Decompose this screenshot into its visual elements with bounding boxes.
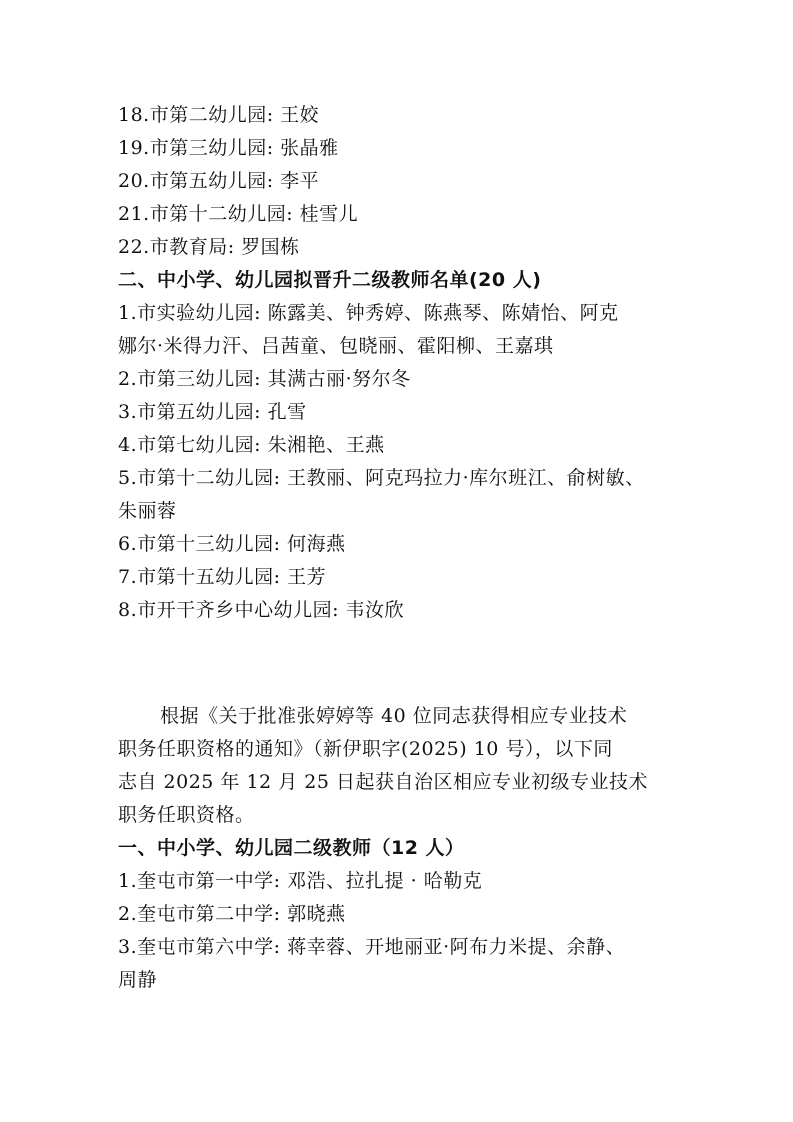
paragraph-line: 根据《关于批准张婷婷等 40 位同志获得相应专业技术	[160, 705, 628, 727]
section-heading: 二、中小学、幼儿园拟晋升二级教师名单(20 人)	[118, 269, 542, 291]
paragraph-line: 职务任职资格的通知》（新伊职字(2025) 10 号），以下同	[118, 738, 613, 760]
list-item: 4.市第七幼儿园: 朱湘艳、王燕	[118, 434, 385, 456]
list-item: 3.市第五幼儿园: 孔雪	[118, 401, 307, 423]
list-item: 21.市第十二幼儿园: 桂雪儿	[118, 203, 359, 225]
list-item: 20.市第五幼儿园: 李平	[118, 170, 320, 192]
list-item: 2.奎屯市第二中学: 郭晓燕	[118, 903, 346, 925]
list-item: 6.市第十三幼儿园: 何海燕	[118, 533, 346, 555]
list-item-continuation: 朱丽蓉	[118, 500, 177, 522]
list-item: 1.奎屯市第一中学: 邓浩、拉扎提 · 哈勒克	[118, 870, 483, 892]
paragraph-line: 职务任职资格。	[118, 804, 255, 826]
list-item: 3.奎屯市第六中学: 蒋幸蓉、开地丽亚·阿布力米提、余静、	[118, 936, 626, 958]
list-item: 2.市第三幼儿园: 其满古丽·努尔冬	[118, 368, 411, 390]
list-item: 18.市第二幼儿园: 王姣	[118, 104, 320, 126]
list-item-continuation: 周静	[118, 969, 158, 991]
list-item-continuation: 娜尔·米得力汗、吕茜童、包晓丽、霍阳柳、王嘉琪	[118, 335, 554, 357]
list-item: 19.市第三幼儿园: 张晶雅	[118, 137, 339, 159]
list-item: 7.市第十五幼儿园: 王芳	[118, 566, 327, 588]
list-item: 5.市第十二幼儿园: 王教丽、阿克玛拉力·库尔班江、俞树敏、	[118, 467, 645, 489]
paragraph-line: 志自 2025 年 12 月 25 日起获自治区相应专业初级专业技术	[118, 771, 648, 793]
section-heading: 一、中小学、幼儿园二级教师（12 人）	[118, 837, 465, 859]
list-item: 8.市开干齐乡中心幼儿园: 韦汝欣	[118, 599, 405, 621]
list-item: 1.市实验幼儿园: 陈露美、钟秀婷、陈燕琴、陈婧怡、阿克	[118, 302, 619, 324]
list-item: 22.市教育局: 罗国栋	[118, 236, 300, 258]
